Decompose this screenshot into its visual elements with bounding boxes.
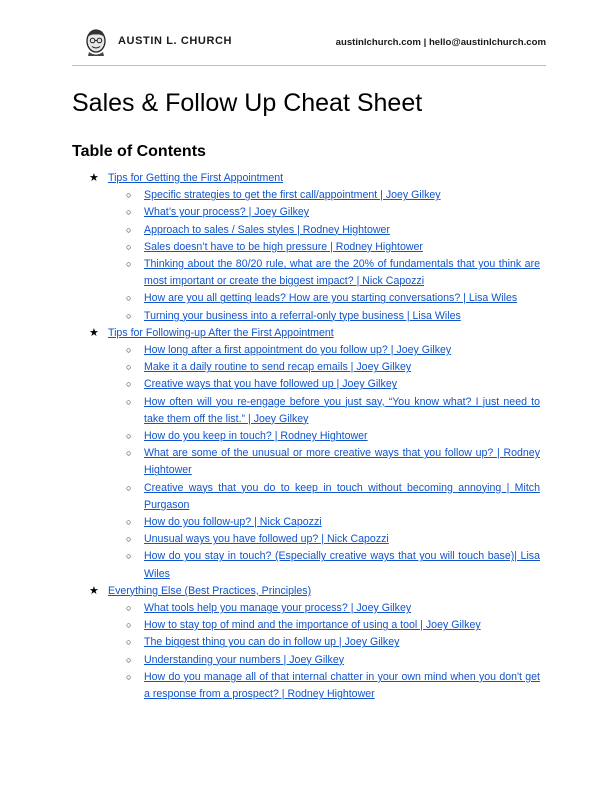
toc-item-link[interactable]: How often will you re-engage before you just say, “You know what? I just need to take them off the list.” | Joey Gilkey	[144, 395, 540, 425]
toc-item-link[interactable]: How long after a first appointment do you follow up? | Joey Gilkey	[144, 344, 452, 356]
circle-bullet-icon: ○	[126, 637, 132, 648]
toc-item-link[interactable]: Unusual ways you have followed up? | Nick Capozzi	[144, 533, 389, 546]
circle-bullet-icon: ○	[126, 224, 132, 235]
toc-item-link[interactable]: Creative ways that you have followed up | Joey Gilkey	[144, 378, 398, 391]
toc-item-link[interactable]: Creative ways that you do to keep in touch without becoming annoying | Mitch Purgason	[144, 481, 540, 511]
toc-list-item	[0, 204, 540, 221]
toc-list-item	[0, 548, 540, 582]
circle-bullet-icon: ○	[126, 534, 132, 545]
toc-item-link[interactable]: How do you follow-up? | Nick Capozzi	[144, 516, 322, 529]
circle-bullet-icon: ○	[126, 362, 132, 373]
toc-section	[0, 583, 612, 703]
toc-section	[0, 170, 612, 325]
header-divider	[72, 65, 546, 66]
toc-item-link[interactable]: What are some of the unusual or more creative ways that you follow up? | Rodney Hightower	[144, 447, 540, 477]
toc-list-item	[0, 290, 540, 307]
toc-item-link[interactable]: How do you manage all of that internal chatter in your own mind when you don't get a response from a prospect? | Rodney Hightower	[144, 670, 540, 701]
toc-item-link[interactable]: What tools help you manage your process? | Joey Gilkey	[144, 602, 412, 615]
circle-bullet-icon: ○	[126, 551, 132, 562]
toc-item-link[interactable]: Sales doesn’t have to be high pressure | Rodney Hightower	[144, 240, 423, 253]
toc-section-link[interactable]: Tips for Getting the First Appointment	[108, 172, 284, 184]
toc-item-link[interactable]: How are you all getting leads? How are you starting conversations? | Lisa Wiles	[144, 292, 518, 305]
toc-item-link[interactable]: Specific strategies to get the first call/appointment | Joey Gilkey	[144, 189, 441, 202]
brand-name: AUSTIN L. CHURCH	[118, 35, 233, 47]
star-bullet-icon: ★	[89, 584, 99, 597]
toc-section-row	[0, 170, 612, 187]
circle-bullet-icon: ○	[126, 379, 132, 390]
toc-list-item	[0, 376, 540, 393]
toc-item-link[interactable]: How do you stay in touch? (Especially creative ways that you will touch base)| Lisa Wiles	[144, 550, 540, 580]
toc-section-link[interactable]: Everything Else (Best Practices, Principles)	[108, 584, 312, 597]
toc-list-item	[0, 239, 540, 256]
toc-section-link[interactable]: Tips for Following-up After the First Appointment	[108, 326, 334, 339]
circle-bullet-icon: ○	[126, 293, 132, 304]
toc-item-link[interactable]: Thinking about the 80/20 rule, what are the 20% of fundamentals that you think are most important or create the biggest impact? | Nick Capozzi	[144, 258, 540, 288]
page-title: Sales & Follow Up Cheat Sheet	[72, 89, 423, 117]
circle-bullet-icon: ○	[126, 448, 132, 459]
toc-list-item	[0, 187, 540, 204]
circle-bullet-icon: ○	[126, 396, 132, 407]
toc-item-link[interactable]: Approach to sales / Sales styles | Rodney Hightower	[144, 223, 390, 236]
toc-list-item	[0, 256, 540, 290]
toc-list-item	[0, 359, 540, 376]
circle-bullet-icon: ○	[126, 482, 132, 493]
toc-item-link[interactable]: Turning your business into a referral-only type business | Lisa Wiles	[144, 309, 461, 322]
toc-subsection-list	[0, 600, 612, 703]
toc-list-item	[0, 531, 540, 548]
toc-list-item	[0, 514, 540, 531]
toc-heading: Table of Contents	[72, 143, 206, 160]
circle-bullet-icon: ○	[126, 190, 132, 201]
toc-item-link[interactable]: What’s your process? | Joey Gilkey	[144, 206, 310, 219]
toc-item-link[interactable]: The biggest thing you can do in follow up | Joey Gilkey	[144, 636, 400, 649]
toc-item-link[interactable]: Make it a daily routine to send recap emails | Joey Gilkey	[144, 361, 412, 374]
circle-bullet-icon: ○	[126, 310, 132, 321]
star-bullet-icon: ★	[89, 172, 99, 184]
circle-bullet-icon: ○	[126, 207, 132, 218]
contact-info: austinlchurch.com | hello@austinlchurch.com	[335, 37, 546, 48]
circle-bullet-icon: ○	[126, 345, 132, 355]
circle-bullet-icon: ○	[126, 671, 132, 682]
table-of-contents	[0, 170, 612, 703]
toc-item-link[interactable]: Understanding your numbers | Joey Gilkey	[144, 653, 345, 666]
toc-item-link[interactable]: How do you keep in touch? | Rodney Hightower	[144, 430, 368, 443]
circle-bullet-icon: ○	[126, 603, 132, 614]
toc-list-item	[0, 652, 540, 669]
toc-item-link[interactable]: How to stay top of mind and the importance of using a tool | Joey Gilkey	[144, 619, 481, 632]
circle-bullet-icon: ○	[126, 620, 132, 631]
toc-list-item	[0, 445, 540, 479]
toc-list-item	[0, 342, 540, 359]
toc-list-item	[0, 669, 540, 703]
toc-section-row	[0, 583, 612, 600]
toc-list-item	[0, 394, 540, 428]
toc-section	[0, 325, 612, 583]
page-header	[84, 26, 546, 60]
toc-list-item	[0, 600, 540, 617]
portrait-logo-icon	[84, 28, 108, 56]
star-bullet-icon: ★	[89, 326, 99, 339]
circle-bullet-icon: ○	[126, 431, 132, 442]
toc-section-row	[0, 325, 612, 342]
circle-bullet-icon: ○	[126, 517, 132, 528]
toc-list-item	[0, 308, 540, 325]
circle-bullet-icon: ○	[126, 241, 132, 252]
circle-bullet-icon: ○	[126, 654, 132, 665]
circle-bullet-icon: ○	[126, 259, 132, 269]
toc-subsection-list	[0, 187, 612, 325]
toc-subsection-list	[0, 342, 612, 583]
toc-list-item	[0, 634, 540, 651]
toc-list-item	[0, 617, 540, 634]
toc-list-item	[0, 428, 540, 445]
toc-list-item	[0, 480, 540, 514]
toc-list-item	[0, 222, 540, 239]
